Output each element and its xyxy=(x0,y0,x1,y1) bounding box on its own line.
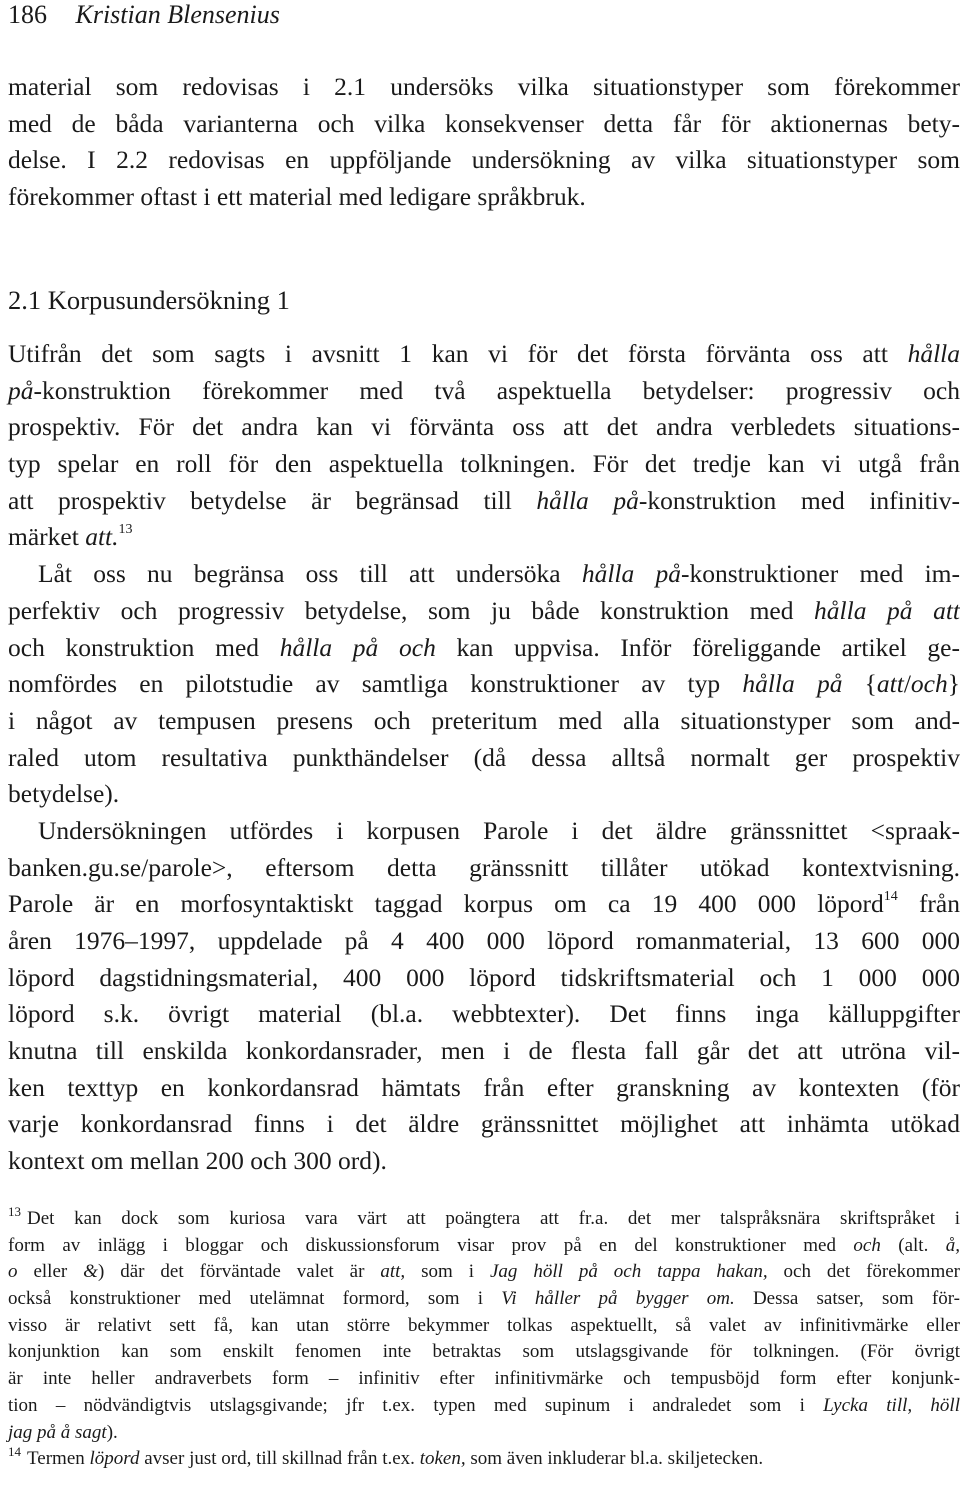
text-line: typ spelar en roll för den aspektuella tolkningen. För det tredje kan vi utgå från xyxy=(8,449,960,479)
text-run: nomfördes en pilotstudie av samtliga konstruktioner av typ xyxy=(8,669,743,699)
text-run: eller xyxy=(17,1261,84,1283)
text-run: som i xyxy=(405,1261,490,1283)
text-line xyxy=(8,519,960,556)
text-line: förekommer oftast i ett material med ledigare språkbruk. xyxy=(8,181,586,211)
italic-term: Vi håller på bygger om. xyxy=(501,1288,735,1310)
text-line: med de båda varianterna och vilka konsekvenser detta får för aktionernas bety- xyxy=(8,108,960,138)
text-line xyxy=(8,483,960,520)
text-line xyxy=(8,373,960,410)
text-run: } xyxy=(947,669,960,699)
italic-term: att, xyxy=(380,1261,406,1283)
section-heading: 2.1 Korpusundersökning 1 xyxy=(8,285,290,315)
text-line: prospektiv. För det andra kan vi förvänta oss att det andra verbledets situations- xyxy=(8,412,960,442)
italic-term: hålla xyxy=(907,339,960,368)
italic-term: hålla på xyxy=(581,559,681,589)
footnote-13 xyxy=(8,1206,960,1233)
text-run: / xyxy=(903,669,911,699)
text-line xyxy=(8,556,960,593)
text-line: varje konkordansrad finns i det äldre gränssnittet möjlighet att inhämta utökad xyxy=(8,1109,960,1139)
italic-term: & xyxy=(83,1261,98,1283)
italic-term: Lycka till, höll xyxy=(823,1394,960,1416)
text-line: delse. I 2.2 redovisas en uppföljande undersökning av vilka situationstyper som xyxy=(8,145,960,175)
italic-term: att xyxy=(876,669,904,699)
text-run: kan uppvisa. Inför föreliggande artikel ge- xyxy=(435,632,960,662)
footnote-marker: 14 xyxy=(8,1444,21,1460)
text-line: kontext om mellan 200 och 300 ord). xyxy=(8,1146,387,1176)
section-body xyxy=(8,336,960,1180)
text-line: raled utom resultativa punkthändelser (då dessa alltså normalt ger prospektiv xyxy=(8,742,960,772)
text-run: form av inlägg i bloggar och diskussionsforum visar prov på en del konstruktioner med xyxy=(8,1234,854,1256)
italic-term: å, xyxy=(945,1234,960,1256)
text-run: Låt oss nu begränsa oss till att undersöka xyxy=(38,559,582,589)
footnote-ref[interactable]: 13 xyxy=(118,522,133,538)
text-run: och konstruktion med xyxy=(8,632,280,662)
footnote-marker: 13 xyxy=(8,1204,21,1219)
italic-term: hålla på xyxy=(742,669,843,699)
text-run: Termen xyxy=(27,1448,90,1470)
text-line xyxy=(8,1393,960,1420)
text-run: Parole är en morfosyntaktiskt taggad korpus om ca 19 400 000 löpord xyxy=(8,889,884,919)
text-run: ). xyxy=(106,1421,118,1443)
intro-paragraph xyxy=(8,69,960,215)
footnotes xyxy=(8,1206,960,1473)
text-line xyxy=(8,666,960,703)
text-line: visso är relativt sett få, kan utan större bekymmer tolkas aspektuellt, så valet av infinitivmärke eller xyxy=(8,1314,960,1336)
text-run: Utifrån det som sagts i avsnitt 1 kan vi för det första förvänta oss att xyxy=(8,339,908,368)
text-line: löpord s.k. övrigt material (bl.a. webbtexter). Det finns inga källuppgifter xyxy=(8,999,960,1029)
text-line: betydelse). xyxy=(8,779,120,809)
text-line xyxy=(8,336,960,373)
text-line: banken.gu.se/parole>, eftersom detta gränssnitt tillåter utökad kontextvisning. xyxy=(8,852,960,882)
text-line: knutna till enskilda konkordansrader, men i de flesta fall går det att utröna vil- xyxy=(8,1036,960,1066)
italic-term: på xyxy=(8,375,34,405)
text-run: avser just ord, till skillnad från t.ex. xyxy=(139,1448,420,1470)
running-header xyxy=(8,0,280,32)
italic-term: hålla på att xyxy=(814,595,960,625)
text-line: Undersökningen utfördes i korpusen Parole i det äldre gränssnittet <spraak- xyxy=(38,815,960,845)
text-run: -konstruktion förekommer med två aspektuella betydelser: progressiv och xyxy=(33,375,960,405)
text-line xyxy=(8,1233,960,1260)
text-line xyxy=(8,886,960,923)
footnote-ref[interactable]: 14 xyxy=(883,889,898,905)
italic-term: löpord xyxy=(89,1448,140,1470)
text-run: också konstruktioner med utelämnat formord, som i xyxy=(8,1288,502,1310)
text-run: Det kan dock som kuriosa vara värt att poängtera att fr.a. det mer talspråksnära skriftspråket i xyxy=(27,1208,960,1229)
text-line xyxy=(8,1259,960,1286)
italic-term: Jag höll på och tappa hakan, xyxy=(489,1261,768,1283)
running-head-author: Kristian Blensenius xyxy=(75,0,280,29)
italic-term: och xyxy=(910,669,948,699)
italic-term: att. xyxy=(85,522,119,552)
italic-term: jag på å sagt xyxy=(8,1421,107,1443)
text-run: -konstruktioner med im- xyxy=(681,559,960,589)
text-line: konjunktion kan som enskilt fenomen inte betraktas som utslagsgivande för tolkningen. (För övrigt xyxy=(8,1341,960,1363)
footnote-14 xyxy=(8,1446,960,1473)
italic-term: och xyxy=(853,1234,881,1256)
italic-term: hålla på och xyxy=(279,632,436,662)
page-number: 186 xyxy=(8,0,47,29)
text-run: perfektiv och progressiv betydelse, som ju både konstruktion med xyxy=(8,595,815,625)
text-line: löpord dagstidningsmaterial, 400 000 löpord tidskriftsmaterial och 1 000 000 xyxy=(8,962,960,992)
text-line xyxy=(8,1420,960,1447)
italic-term: token, xyxy=(419,1448,466,1470)
text-line xyxy=(8,630,960,667)
italic-term: o xyxy=(8,1261,18,1283)
text-line: är inte heller andraverbets form – infinitiv efter infinitivmärke och tempusböjd form efter konjunk- xyxy=(8,1368,960,1390)
text-run: att prospektiv betydelse är begränsad till xyxy=(8,485,537,515)
text-run: tion – nödvändigtvis utslagsgivande; jfr t.ex. typen med supinum i andraledet som i xyxy=(8,1394,824,1416)
text-line: material som redovisas i 2.1 undersöks vilka situationstyper som förekommer xyxy=(8,72,960,101)
text-run: -konstruktion med infinitiv- xyxy=(638,485,960,515)
text-line: ken texttyp en konkordansrad hämtats från efter granskning av kontexten (för xyxy=(8,1072,960,1102)
text-run: och det förekommer xyxy=(767,1261,960,1283)
text-run: som även inkluderar bl.a. skiljetecken. xyxy=(465,1448,764,1470)
text-run: (alt. xyxy=(880,1234,946,1256)
text-run: ) där det förväntade valet är xyxy=(97,1261,381,1283)
text-line: åren 1976–1997, uppdelade på 4 400 000 löpord romanmaterial, 13 600 000 xyxy=(8,926,960,955)
text-line xyxy=(8,593,960,630)
text-run: märket xyxy=(8,522,86,552)
text-run: från xyxy=(897,889,960,919)
italic-term: hålla på xyxy=(536,485,639,515)
text-line xyxy=(8,1286,960,1313)
text-run: Dessa satser, som för- xyxy=(734,1288,960,1310)
text-line: i något av tempusen presens och preteritum med alla situationstyper som and- xyxy=(8,705,960,735)
text-run: { xyxy=(842,669,877,699)
